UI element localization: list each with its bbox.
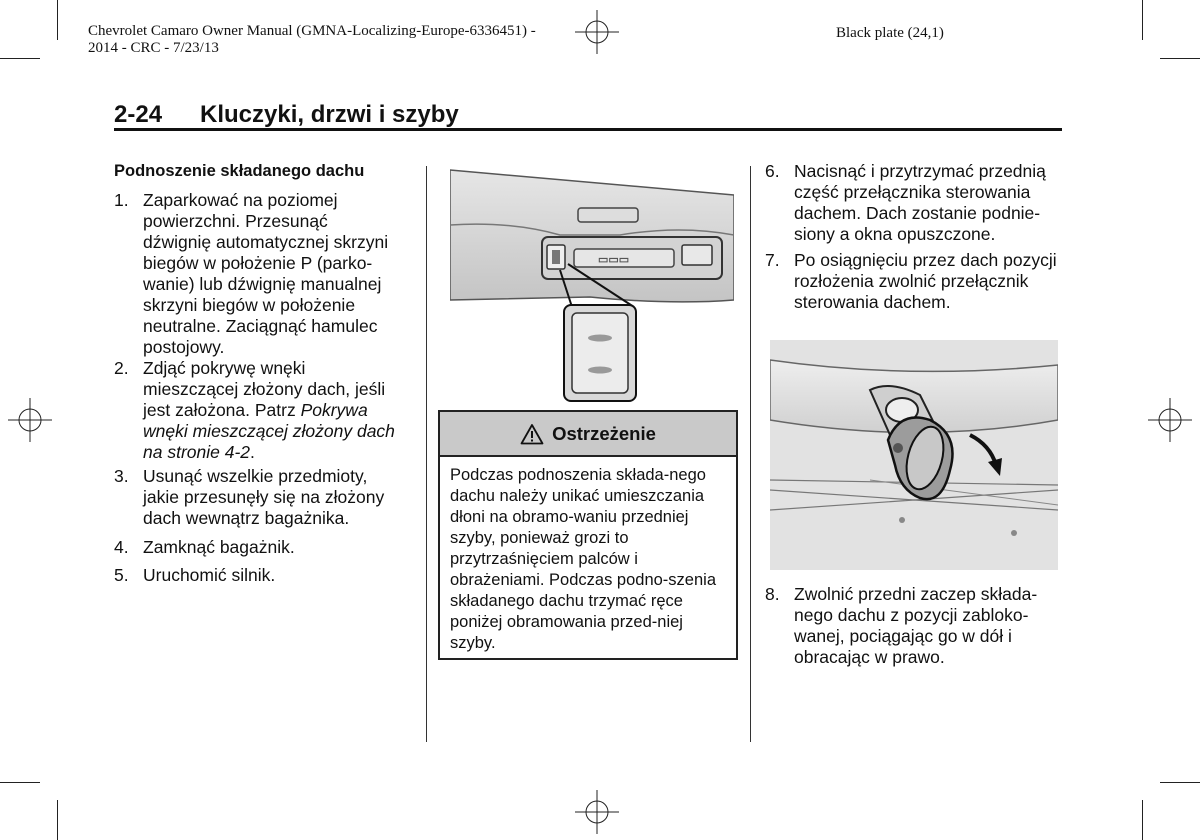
registration-mark-icon bbox=[575, 10, 619, 54]
crop-mark bbox=[1160, 782, 1200, 783]
step-number: 3. bbox=[114, 466, 129, 486]
registration-mark-icon bbox=[575, 790, 619, 834]
column-divider bbox=[426, 166, 427, 742]
cross-reference: Pokrywa wnęki mieszczącej złożony dach na stronie 4-2 bbox=[143, 400, 395, 462]
step-text-part: Zdjąć pokrywę wnęki mieszczącej złożony dach, jeśli jest założona. Patrz bbox=[143, 358, 386, 420]
list-item bbox=[114, 466, 396, 529]
warning-triangle-icon bbox=[520, 423, 544, 445]
step-number: 4. bbox=[114, 537, 129, 557]
step-number: 6. bbox=[765, 161, 780, 181]
warning-title: Ostrzeżenie bbox=[552, 422, 656, 444]
registration-mark-icon bbox=[8, 398, 52, 442]
section-number: 2-24 bbox=[114, 101, 163, 128]
step-text: Nacisnąć i przytrzymać przednią część przełącznika sterowania dachem. Dach zostanie podnie-siony a okna opuszczone. bbox=[794, 161, 1046, 244]
step-number: 2. bbox=[114, 358, 129, 378]
step-text: Uruchomić silnik. bbox=[143, 565, 276, 585]
step-text: Usunąć wszelkie przedmioty, jakie przesunęły się na złożony dach wewnątrz bagażnika. bbox=[143, 466, 385, 528]
header-plate: Black plate (24,1) bbox=[836, 25, 944, 41]
list-item bbox=[765, 584, 1062, 668]
crop-mark bbox=[0, 782, 40, 783]
warning-box bbox=[438, 410, 738, 660]
warning-header bbox=[440, 412, 736, 457]
list-item bbox=[114, 190, 396, 358]
step-number: 8. bbox=[765, 584, 780, 604]
list-item bbox=[114, 537, 396, 558]
crop-mark bbox=[57, 800, 58, 840]
section-title: Kluczyki, drzwi i szyby bbox=[200, 101, 459, 128]
step-text: Zwolnić przedni zaczep składa-nego dachu z pozycji zablоko-wanej, pociągając go w dół i obracając w prawo. bbox=[794, 584, 1038, 667]
list-item bbox=[765, 161, 1062, 245]
step-text bbox=[143, 358, 396, 463]
crop-mark bbox=[1160, 58, 1200, 59]
roof-latch-illustration bbox=[770, 340, 1058, 570]
title-rule bbox=[114, 128, 1062, 131]
step-number: 1. bbox=[114, 190, 129, 210]
step-text: Zamknąć bagażnik. bbox=[143, 537, 295, 557]
header-doc-date: 2014 - CRC - 7/23/13 bbox=[88, 40, 219, 56]
crop-mark bbox=[1142, 0, 1143, 40]
header-doc-title: Chevrolet Camaro Owner Manual (GMNA-Localizing-Europe-6336451) - bbox=[88, 23, 536, 39]
step-text: Zaparkować na poziomej powierzchni. Przesunąć dźwignię automatycznej skrzyni biegów w położenie P (parko-wanie) lub dźwignię manualnej skrzyni biegów w położenie neutralne. Zaciągnąć hamulec postojowy. bbox=[143, 190, 389, 357]
step-text: Po osiągnięciu przez dach pozycji rozłożenia zwolnić przełącznik sterowania dachem. bbox=[794, 250, 1057, 312]
step-number: 7. bbox=[765, 250, 780, 270]
column-divider bbox=[750, 166, 751, 742]
subsection-heading: Podnoszenie składanego dachu bbox=[114, 162, 365, 180]
registration-mark-icon bbox=[1148, 398, 1192, 442]
crop-mark bbox=[57, 0, 58, 40]
warning-text: Podczas podnoszenia składa-nego dachu należy unikać umieszczania dłoni na obramo-waniu przedniej szyby, ponieważ grozi to przytrzaśnięciem palców i obrażeniami. Podczas podno-szenia składanego dachu trzymać ręce poniżej obramowania przed-niej szyby. bbox=[450, 466, 716, 652]
list-item bbox=[765, 250, 1062, 313]
list-item bbox=[114, 358, 396, 463]
list-item bbox=[114, 565, 396, 586]
svg-text:▭▭▭: ▭▭▭ bbox=[598, 254, 630, 266]
step-text-part: . bbox=[250, 442, 255, 462]
crop-mark bbox=[0, 58, 40, 59]
step-number: 5. bbox=[114, 565, 129, 585]
roof-switch-illustration bbox=[450, 165, 734, 405]
crop-mark bbox=[1142, 800, 1143, 840]
